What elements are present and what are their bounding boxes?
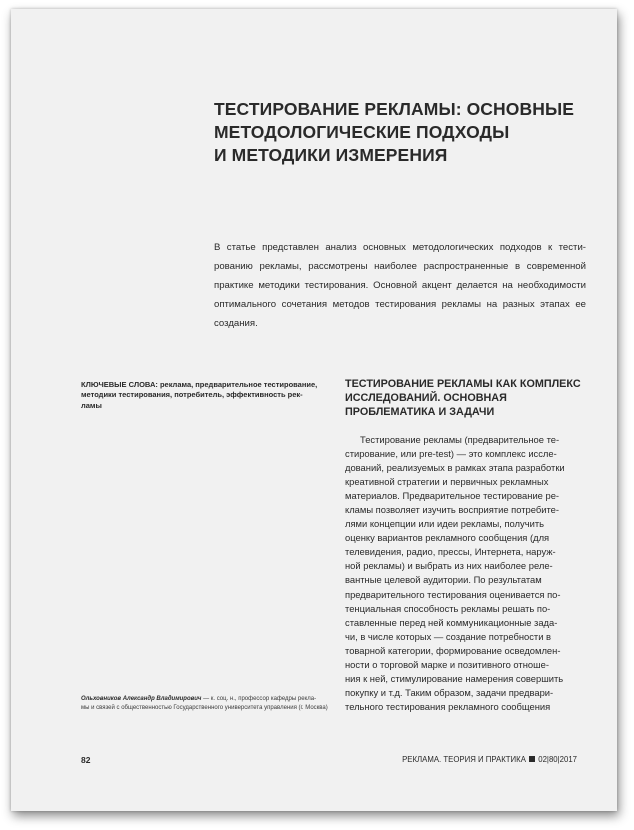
article-abstract	[214, 238, 586, 333]
section-body	[345, 433, 590, 714]
page-number: 82	[81, 755, 91, 765]
keywords-block	[81, 380, 336, 411]
body-line: лями концепции или идеи рекламы, получить	[345, 518, 544, 530]
abstract-line: создания.	[214, 318, 258, 329]
abstract-line: практике методики тестирования. Основной акцент делается на необходимости	[214, 280, 586, 291]
section-heading	[345, 377, 595, 420]
body-line: тельного тестирования рекламного сообщения	[345, 700, 551, 712]
body-line: телевидения, радио, прессы, Интернета, наруж-	[345, 546, 556, 558]
body-line: ности о торговой марке и позитивного отноше-	[345, 658, 549, 670]
section-heading-line: ТЕСТИРОВАНИЕ РЕКЛАМЫ КАК КОМПЛЕКС	[345, 378, 581, 390]
article-title-line: ТЕСТИРОВАНИЕ РЕКЛАМЫ: ОСНОВНЫЕ	[214, 99, 574, 119]
keywords-line: ламы	[81, 400, 102, 410]
body-line: материалов. Предварительное тестирование ре-	[345, 490, 560, 502]
article-title-line: МЕТОДОЛОГИЧЕСКИЕ ПОДХОДЫ	[214, 122, 510, 142]
document-page	[11, 9, 617, 811]
body-line: стирование, или pre-test) — это комплекс иссле-	[345, 448, 557, 460]
abstract-line: оптимального сочетания методов тестирования рекламы на разных этапах ее	[214, 299, 586, 310]
body-line: чи, в числе которых — создание потребности в	[345, 630, 552, 642]
body-line: ной рекламы) и выбрать из них наиболее реле-	[345, 560, 553, 572]
abstract-line: В статье представлен анализ основных методологических подходов к тести-	[214, 242, 586, 253]
body-line: оценку вариантов рекламного сообщения (для	[345, 532, 550, 544]
section-heading-line: ИССЛЕДОВАНИЙ. ОСНОВНАЯ	[345, 392, 507, 405]
body-line: товарной категории, формирование осведомлен-	[345, 644, 561, 656]
body-line: дований, реализуемых в рамках этапа разработки	[345, 462, 565, 474]
body-line: покупку и т.д. Таким образом, задачи предвари-	[345, 686, 554, 698]
article-title-line: И МЕТОДИКИ ИЗМЕРЕНИЯ	[214, 145, 448, 165]
body-line: Тестирование рекламы (предварительное те-	[360, 434, 560, 445]
article-title	[214, 98, 584, 167]
journal-issue: 02|80|2017	[538, 755, 577, 764]
body-line: кламы позволяет изучить восприятие потребите-	[345, 504, 559, 516]
author-affiliation: мы и связей с общественностью Государственного университета управления (г. Москва)	[81, 705, 328, 712]
keywords-line: КЛЮЧЕВЫЕ СЛОВА: реклама, предварительное тестирование,	[81, 380, 318, 389]
journal-name: РЕКЛАМА. ТЕОРИЯ И ПРАКТИКА	[402, 755, 526, 764]
body-line: креативной стратегии и первичных рекламных	[345, 476, 549, 488]
body-line: предварительного тестирования оценивается по-	[345, 588, 561, 600]
author-name: Ольховников Александр Владимирович	[81, 696, 202, 702]
author-affiliation-start: — к. соц. н., профессор кафедры рекла-	[201, 696, 317, 702]
abstract-line: рованию рекламы, рассмотрены наиболее распространенные в современной	[214, 261, 586, 272]
body-line: ния к ней, стимулирование намерения совершить	[345, 672, 564, 684]
square-separator-icon	[529, 756, 535, 762]
body-line: тенциальная способность рекламы решать по-	[345, 602, 551, 614]
journal-footer	[402, 755, 577, 764]
keywords-line: методики тестирования, потребитель, эффективность рек-	[81, 390, 303, 400]
body-line: вантные целевой аудитории. По результатам	[345, 574, 542, 586]
author-info	[81, 695, 336, 714]
author-line	[81, 695, 336, 704]
section-heading-line: ПРОБЛЕМАТИКА И ЗАДАЧИ	[345, 406, 495, 419]
body-line: ставленные перед ней коммуникационные зада-	[345, 616, 558, 628]
